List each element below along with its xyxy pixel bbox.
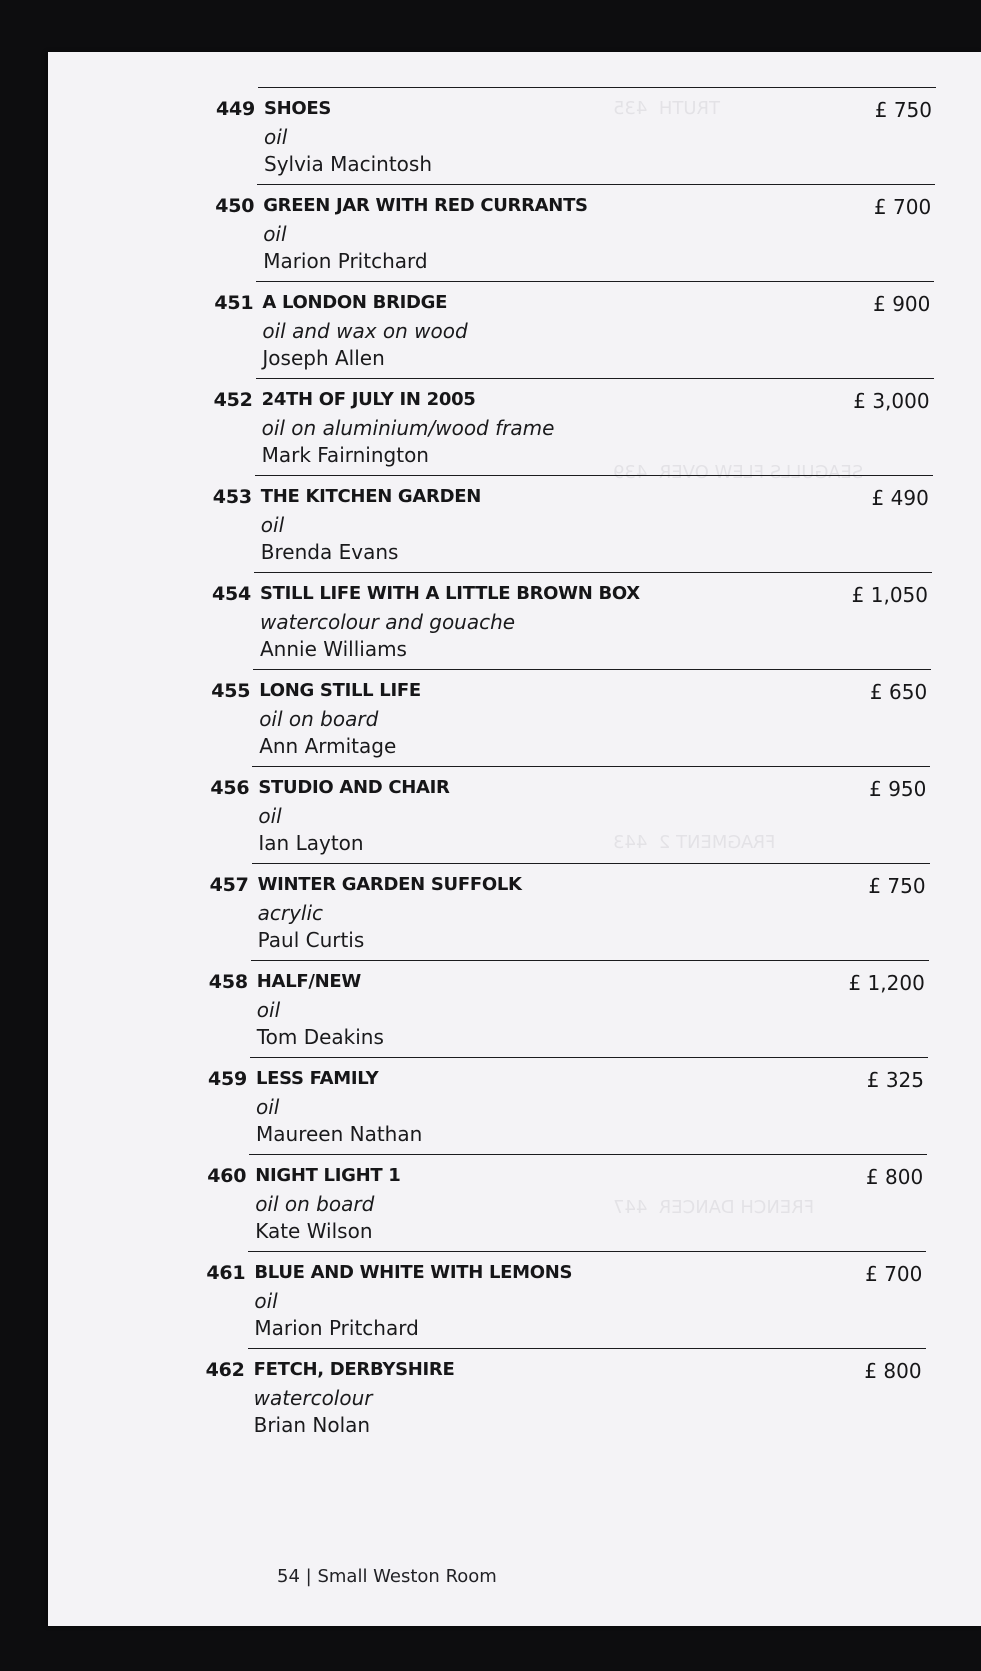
artwork-medium: oil — [256, 1095, 280, 1119]
artwork-medium: oil — [260, 513, 285, 537]
show-through-text: FRAGMENT 2 443 — [613, 832, 776, 853]
lot-number: 459 — [208, 1068, 248, 1090]
list-item — [213, 475, 933, 571]
artwork-medium: oil on aluminium/wood frame — [261, 416, 555, 440]
lot-number: 460 — [207, 1165, 247, 1187]
entry-divider — [251, 960, 929, 961]
artwork-price: £ 750 — [868, 874, 926, 898]
catalogue-page — [48, 52, 981, 1626]
entry-divider — [248, 1348, 926, 1349]
list-item — [209, 960, 929, 1056]
artist-name: Mark Fairnington — [261, 443, 429, 467]
artwork-medium: oil on board — [259, 707, 379, 731]
entry-divider — [252, 863, 930, 864]
artist-name: Brenda Evans — [260, 540, 399, 564]
artwork-title: WINTER GARDEN SUFFOLK — [257, 874, 522, 895]
artist-name: Joseph Allen — [262, 346, 385, 370]
artist-name: Kate Wilson — [255, 1219, 373, 1243]
artwork-price: £ 325 — [866, 1068, 924, 1092]
artist-name: Annie Williams — [260, 637, 407, 661]
show-through-text: FRENCH DANCER 447 — [613, 1197, 815, 1218]
artist-name: Ian Layton — [258, 831, 364, 855]
artwork-price: £ 1,050 — [851, 583, 928, 607]
artwork-price: £ 800 — [865, 1165, 924, 1189]
artist-name: Tom Deakins — [256, 1025, 384, 1049]
lot-number: 462 — [205, 1359, 245, 1381]
show-through-text: TRUTH 435 — [613, 98, 721, 119]
entry-divider — [255, 475, 933, 476]
lot-number: 461 — [206, 1262, 246, 1284]
artwork-title: NIGHT LIGHT 1 — [255, 1165, 401, 1186]
artwork-title: STUDIO AND CHAIR — [258, 777, 450, 798]
artwork-title: 24TH OF JULY IN 2005 — [261, 389, 476, 410]
artwork-medium: oil — [263, 222, 287, 246]
lot-number: 454 — [212, 583, 252, 605]
artwork-title: STILL LIFE WITH A LITTLE BROWN BOX — [260, 583, 640, 604]
artist-name: Ann Armitage — [259, 734, 397, 758]
entry-divider — [252, 766, 930, 767]
artwork-title: BLUE AND WHITE WITH LEMONS — [254, 1262, 573, 1283]
artwork-title: SHOES — [264, 98, 332, 119]
artist-name: Maureen Nathan — [256, 1122, 423, 1146]
artwork-title: LESS FAMILY — [256, 1068, 379, 1089]
artist-name: Sylvia Macintosh — [264, 152, 433, 176]
lot-number: 456 — [210, 777, 250, 799]
artwork-medium: oil — [254, 1289, 278, 1313]
artist-name: Paul Curtis — [257, 928, 365, 952]
list-item — [214, 378, 934, 474]
entry-divider — [256, 378, 934, 379]
artwork-title: LONG STILL LIFE — [259, 680, 421, 701]
entry-divider — [254, 572, 932, 573]
page-footer — [277, 1566, 497, 1587]
artwork-price: £ 700 — [873, 195, 932, 219]
list-item — [207, 1154, 927, 1250]
entry-divider — [248, 1251, 926, 1252]
lot-number: 455 — [211, 680, 251, 702]
list-item — [214, 281, 934, 377]
list-item — [206, 1348, 926, 1444]
artwork-medium: watercolour and gouache — [260, 610, 516, 634]
list-item — [206, 1251, 926, 1347]
lot-number: 457 — [209, 874, 249, 896]
artwork-price: £ 1,200 — [848, 971, 925, 995]
list-item — [212, 572, 932, 668]
lot-number: 449 — [216, 98, 256, 120]
entry-divider — [257, 184, 935, 185]
artwork-title: GREEN JAR WITH RED CURRANTS — [263, 195, 588, 216]
artwork-medium: oil on board — [255, 1192, 375, 1216]
page-number: 54 — [277, 1566, 300, 1587]
artwork-price: £ 3,000 — [853, 389, 930, 413]
lot-number: 458 — [208, 971, 248, 993]
artwork-price: £ 750 — [874, 98, 932, 122]
list-item — [216, 87, 936, 183]
entry-divider — [253, 669, 931, 670]
artwork-price: £ 700 — [865, 1262, 923, 1286]
artwork-medium: oil — [264, 125, 288, 149]
artist-name: Marion Pritchard — [254, 1316, 419, 1340]
artwork-title: A LONDON BRIDGE — [262, 292, 448, 313]
artwork-price: £ 650 — [869, 680, 928, 704]
entry-divider — [256, 281, 934, 282]
list-item — [208, 1057, 928, 1153]
entry-divider — [250, 1057, 928, 1058]
artist-name: Brian Nolan — [253, 1413, 371, 1437]
catalogue-list — [48, 52, 981, 1626]
artwork-medium: oil — [258, 804, 282, 828]
artwork-title: HALF/NEW — [256, 971, 361, 992]
list-item — [210, 863, 930, 959]
artwork-title: FETCH, DERBYSHIRE — [253, 1359, 455, 1380]
entry-divider — [258, 87, 936, 88]
artwork-medium: acrylic — [257, 901, 324, 925]
artist-name: Marion Pritchard — [263, 249, 428, 273]
lot-number: 452 — [213, 389, 253, 411]
list-item — [211, 669, 931, 765]
artwork-medium: watercolour — [253, 1386, 373, 1410]
list-item — [215, 184, 935, 280]
lot-number: 451 — [214, 292, 254, 314]
list-item — [210, 766, 930, 862]
artwork-price: £ 800 — [864, 1359, 922, 1383]
artwork-medium: oil — [256, 998, 281, 1022]
entry-divider — [249, 1154, 927, 1155]
artwork-title: THE KITCHEN GARDEN — [260, 486, 481, 507]
lot-number: 453 — [212, 486, 252, 508]
footer-separator: | — [305, 1566, 312, 1587]
lot-number: 450 — [215, 195, 255, 217]
artwork-price: £ 490 — [871, 486, 929, 510]
artwork-price: £ 900 — [873, 292, 931, 316]
artwork-price: £ 950 — [869, 777, 927, 801]
artwork-medium: oil and wax on wood — [262, 319, 468, 343]
show-through-text: SEAGULLS FLEW OVER 439 — [613, 462, 864, 483]
section-name: Small Weston Room — [317, 1566, 497, 1587]
